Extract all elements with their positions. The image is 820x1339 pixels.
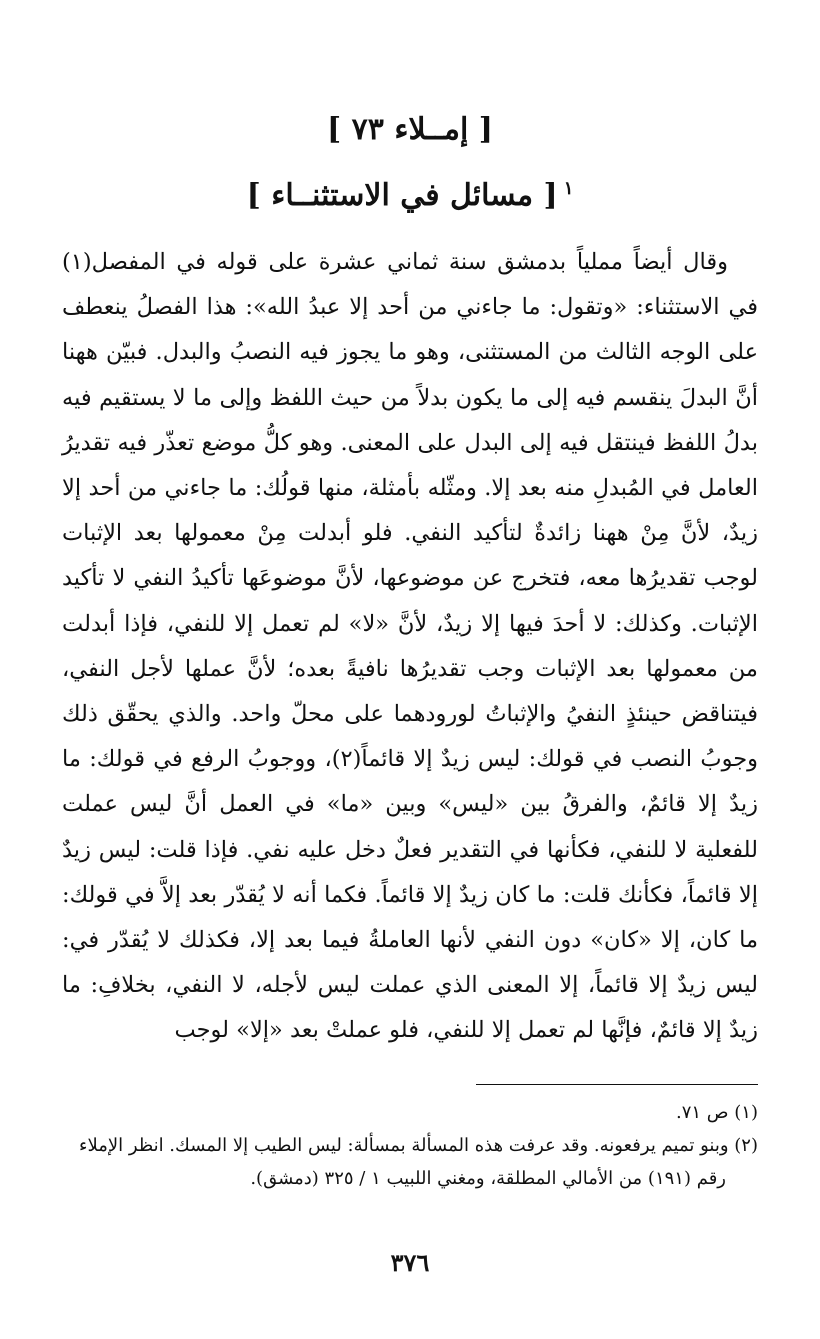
footnote-separator <box>476 1084 758 1085</box>
heading-footnote-mark: ١ <box>563 178 574 199</box>
footnotes <box>62 1096 758 1195</box>
main-text <box>62 240 758 1054</box>
section-title: [ مسائل في الاستثنــاء ] <box>246 178 558 213</box>
section-heading <box>0 178 820 213</box>
dictation-heading: [ إمــلاء ٧٣ ] <box>327 112 493 147</box>
page-number: ٣٧٦ <box>390 1248 430 1277</box>
body-paragraph: وقال أيضاً مملياً بدمشق سنة ثماني عشرة على قوله في المفصل(١) في الاستثناء: «وتقول: ما جاءني من أحد إلا عبدُ الله»: هذا الفصلُ ينعطف على الوجه الثالث من المستثنى، وهو ما يجوز فيه النصبُ والبدل. فبيّن ههنا أنَّ البدلَ ينقسم فيه إلى ما يكون بدلاً من حيث اللفظ وإلى ما لا يستقيم فيه بدلُ اللفظ فينتقل فيه إلى البدل على المعنى. وهو كلُّ موضع تعذّر فيه تقديرُ العامل في المُبدلِ منه بعد إلا. ومثّله بأمثلة، منها قولُك: ما جاءني من أحد إلا زيدٌ، لأنَّ مِنْ ههنا زائدةٌ لتأكيد النفي. فلو أبدلت مِنْ معمولها بعد الإثبات لوجب تقديرُها معه، فتخرج عن موضوعها، لأنَّ موضوعَها تأكيدُ النفي لا تأكيد الإثبات. وكذلك: لا أحدَ فيها إلا زيدٌ، لأنَّ «لا» لم تعمل إلا للنفي، فإذا أبدلت من معمولها بعد الإثبات وجب تقديرُها نافيةً بعده؛ لأنَّ عملها لأجل النفي، فيتناقض حينئذٍ النفيُ والإثباتُ لورودهما على محلّ واحد. والذي يحقّق ذلك وجوبُ النصب في قولك: ليس زيدٌ إلا قائماً(٢)، ووجوبُ الرفع في قولك: ما زيدٌ إلا قائمٌ، والفرقُ بين «ليس» وبين «ما» في العمل أنَّ ليس عملت للفعلية لا للنفي، فكأنها في التقدير فعلٌ دخل عليه نفي. فإذا قلت: ليس زيدٌ إلا قائماً، فكأنك قلت: ما كان زيدٌ إلا قائماً. فكما أنه لا يُقدّر بعد إلاَّ في قولك: ما كان، إلا «كان» دون النفي لأنها العاملةُ فيما بعد إلا، فكذلك لا يُقدّر في: ليس زيدٌ إلا قائماً، إلا المعنى الذي عملت ليس لأجله، لا النفي، بخلافِ: ما زيدٌ إلا قائمٌ، فإنَّها لم تعمل إلا للنفي، فلو عملتْ بعد «إلا» لوجب <box>62 249 758 1044</box>
footnote-2: (٢) وبنو تميم يرفعونه. وقد عرفت هذه المسألة بمسألة: ليس الطيب إلا المسك. انظر الإملاء <box>79 1135 758 1156</box>
footnote-1: (١) ص ٧١. <box>675 1102 758 1123</box>
footnote-2-continuation: رقم (١٩١) من الأمالي المطلقة، ومغني اللبيب ١ / ٣٢٥ (دمشق). <box>250 1168 726 1189</box>
